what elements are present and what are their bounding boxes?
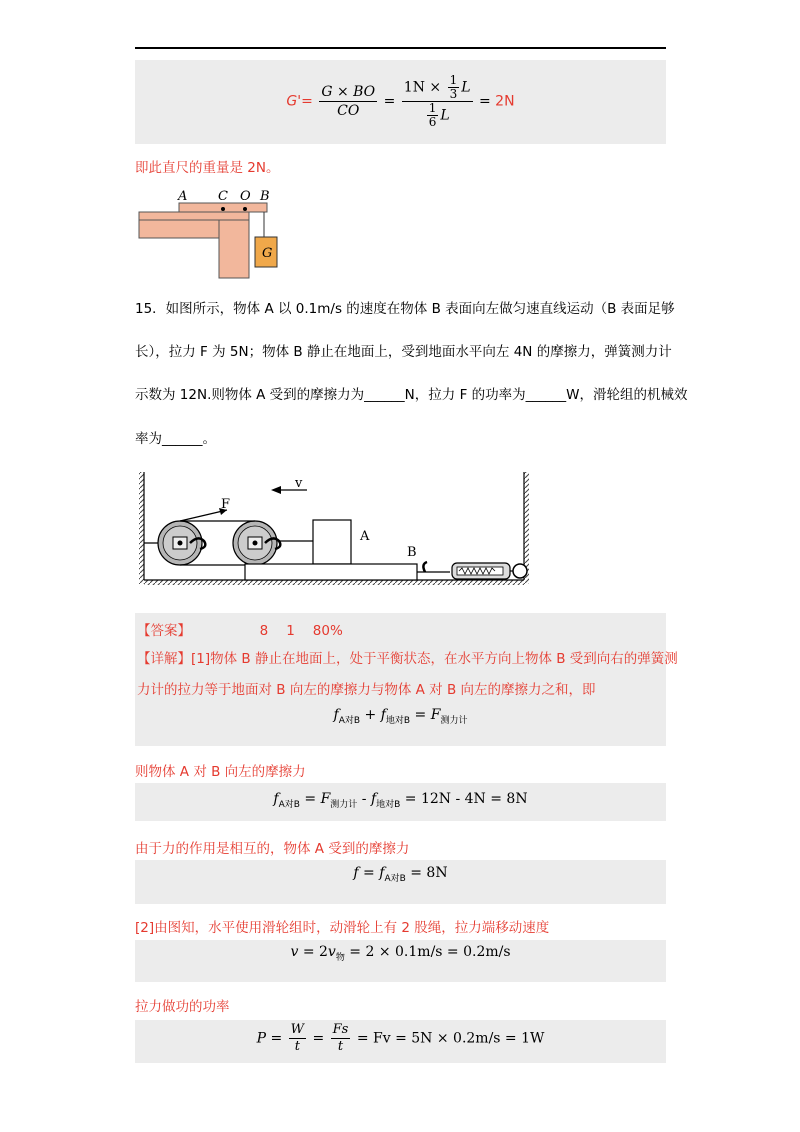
question-line-3: 示数为 12N.则物体 A 受到的摩擦力为______N，拉力 F 的功率为______W，滑轮组的机械效 [135,387,688,403]
formula-gprime: G'= $\frac{G \times BO}{CO}$ = 1N × $\frac{1}{3}$ L $\frac{1}{6}$ L = 2N [286,73,515,129]
equation-box-4 [135,940,666,982]
equation-5: P = $\frac{W}{t}$ = $\frac{Fs}{t}$ = Fv = 5N × 0.2m/s = 1W [256,1022,545,1054]
conclusion-text: 即此直尺的重量是 2N。 [135,160,280,176]
label-G: G [262,246,273,261]
equation-box-5 [135,1020,666,1063]
question-line-4: 率为______。 [135,431,216,447]
text-5: 拉力做功的功率 [135,999,230,1015]
label-F: F [221,497,231,512]
label-C: C [218,189,228,204]
equation-2: $f_{A对B} = F_{测力计} - f_{地对B} = 12N - 4N = 8N$ [273,791,528,810]
label-B: B [260,189,270,204]
equation-box-3 [135,860,666,904]
ruler-figure [135,185,285,280]
answer-line: 【答案】 8 1 80% [137,623,343,639]
question-line-1: 15．如图所示，物体 A 以 0.1m/s 的速度在物体 B 表面向左做匀速直线运动（B 表面足够 [135,301,675,317]
question-line-2: 长），拉力 F 为 5N；物体 B 静止在地面上，受到地面水平向左 4N 的摩擦力，弹簧测力计 [135,344,672,360]
label-A: A [360,529,370,544]
formula-box-gprime [135,60,666,144]
equation-4: $v = 2v_物 = 2 \times 0.1m/s = 0.2m/s$ [290,944,511,963]
label-B: B [407,545,417,560]
text-2: 则物体 A 对 B 向左的摩擦力 [135,764,306,780]
top-rule [135,47,666,49]
answer-label: 【答案】 [137,623,191,639]
equation-1: $f_{A对B} + f_{地对B} = F_{测力计}$ [333,707,468,726]
equation-3: $f = f_{A对B} = 8N$ [353,865,448,884]
answer-box [135,613,678,746]
equation-box-2 [135,783,666,821]
text-4: [2]由图知，水平使用滑轮组时，动滑轮上有 2 股绳，拉力端移动速度 [135,920,550,936]
detail-line-2: 力计的拉力等于地面对 B 向左的摩擦力与物体 A 对 B 向左的摩擦力之和，即 [137,682,596,698]
detail-line-1: 【详解】[1]物体 B 静止在地面上，处于平衡状态，在水平方向上物体 B 受到向右的弹簧测 [137,651,678,667]
label-A: A [178,189,188,204]
label-v: v [295,476,303,491]
pulley-figure [135,468,535,590]
label-O: O [240,189,251,204]
text-3: 由于力的作用是相互的，物体 A 受到的摩擦力 [135,841,410,857]
